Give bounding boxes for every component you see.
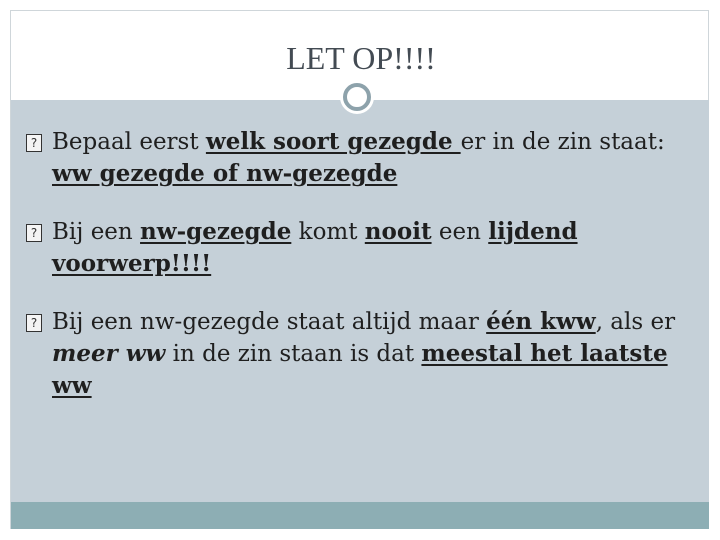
slide-title: LET OP!!!!	[286, 40, 436, 76]
bullet-list	[26, 126, 701, 402]
bullet-2-text: Bij een	[52, 219, 141, 245]
footer-bar	[11, 502, 709, 529]
bullet-1-emphasis: ww gezegde of nw-gezegde	[52, 160, 398, 187]
bullet-3-emphasis: één kww	[486, 308, 596, 335]
bullet-2-emphasis: nw-gezegde	[140, 218, 292, 245]
missing-glyph-box-icon: ?	[26, 134, 42, 152]
bullet-1-text: Bepaal eerst	[52, 129, 206, 155]
bullet-3-emphasis: meestal het laatste ww	[52, 340, 668, 399]
bullet-item-2	[26, 216, 701, 280]
bullet-3-text: , als er	[595, 309, 676, 335]
bullet-2-text: komt	[291, 219, 365, 245]
ring-icon	[343, 83, 371, 111]
missing-glyph-box-icon: ?	[26, 224, 42, 242]
bullet-3-text: Bij een nw-gezegde staat altijd maar	[52, 309, 487, 335]
bullet-3-text: in de zin staan is dat	[165, 341, 422, 367]
bullet-item-1	[26, 126, 701, 190]
bullet-item-3	[26, 306, 701, 402]
bullet-1-text: er in de zin staat:	[460, 129, 665, 155]
missing-glyph-box-icon: ?	[26, 314, 42, 332]
bullet-3-italic: meer ww	[52, 340, 166, 367]
bullet-1-emphasis: welk soort gezegde	[205, 128, 461, 155]
bullet-2-emphasis: lijdend voorwerp!!!!	[52, 218, 578, 277]
bullet-2-text: een	[431, 219, 489, 245]
bullet-2-emphasis: nooit	[364, 218, 432, 245]
